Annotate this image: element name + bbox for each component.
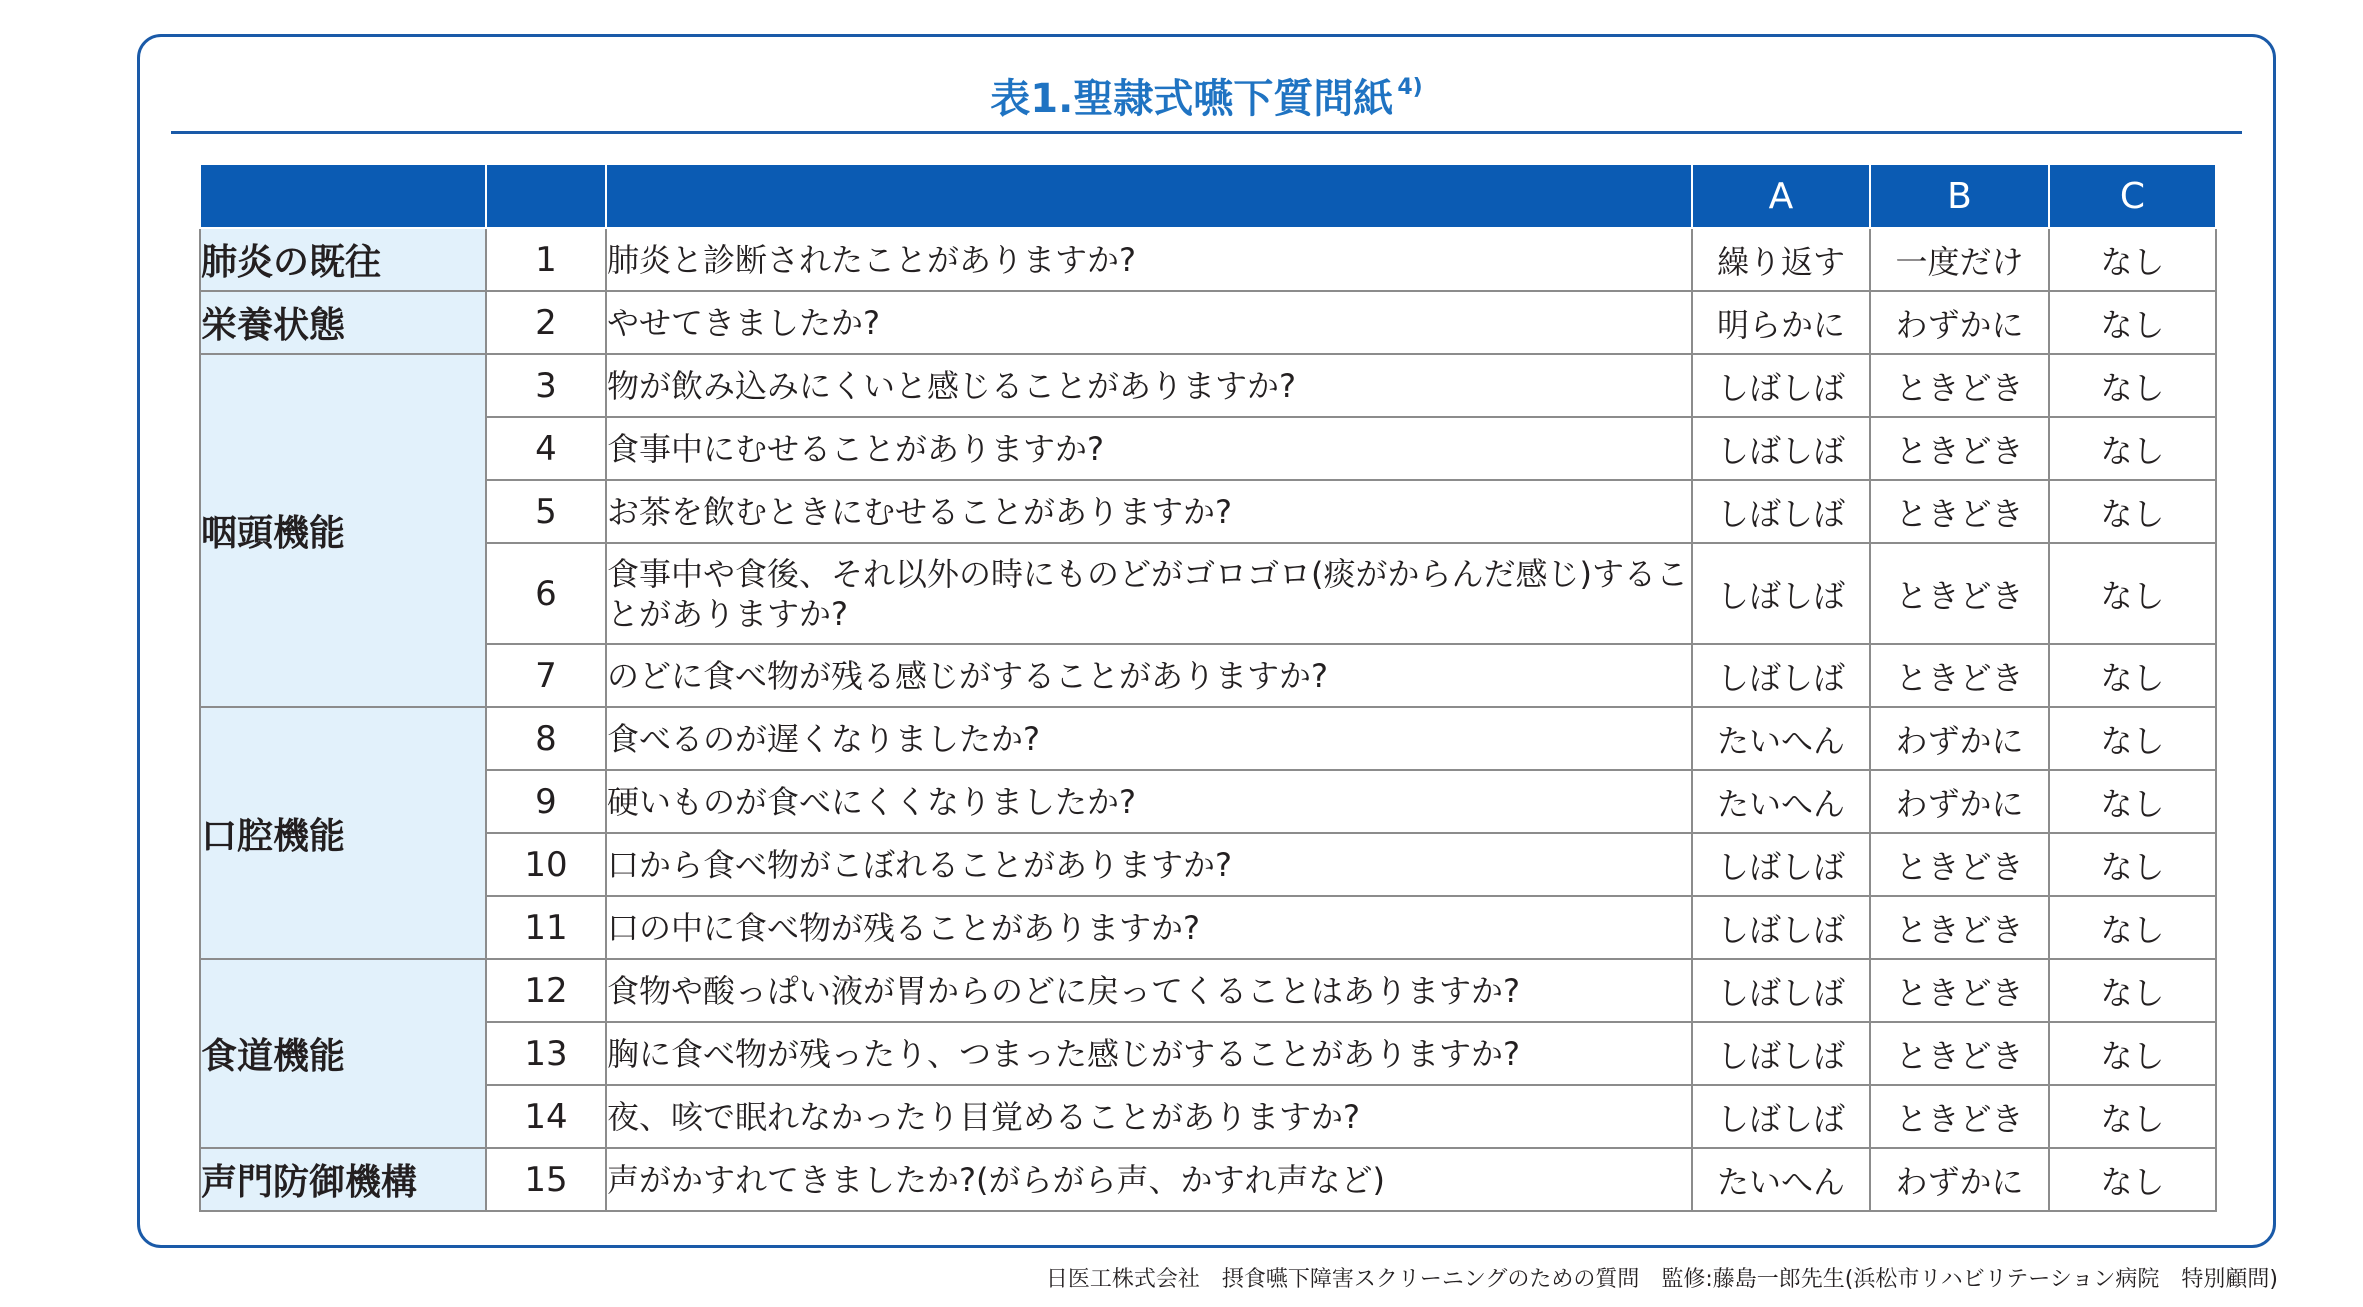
table-row: [200, 1022, 2216, 1085]
answer-b: わずかに: [1870, 770, 2049, 833]
answer-c: なし: [2049, 1022, 2216, 1085]
answer-c: なし: [2049, 833, 2216, 896]
table-row: [200, 959, 2216, 1022]
question-text: 夜、咳で眠れなかったり目覚めることがありますか?: [606, 1085, 1692, 1148]
question-number: 13: [486, 1022, 606, 1085]
category-cell: 口腔機能: [200, 707, 486, 959]
table-row: [200, 644, 2216, 707]
answer-b: ときどき: [1870, 480, 2049, 543]
answer-a: しばしば: [1692, 417, 1870, 480]
table-row: [200, 1148, 2216, 1211]
question-text: 声がかすれてきましたか?(がらがら声、かすれ声など): [606, 1148, 1692, 1211]
question-number: 8: [486, 707, 606, 770]
question-number: 10: [486, 833, 606, 896]
answer-b: ときどき: [1870, 417, 2049, 480]
answer-b: ときどき: [1870, 833, 2049, 896]
answer-a: しばしば: [1692, 480, 1870, 543]
answer-a: しばしば: [1692, 959, 1870, 1022]
question-text: 食物や酸っぱい液が胃からのどに戻ってくることはありますか?: [606, 959, 1692, 1022]
question-text: 食べるのが遅くなりましたか?: [606, 707, 1692, 770]
answer-c: なし: [2049, 644, 2216, 707]
answer-a: しばしば: [1692, 543, 1870, 644]
answer-c: なし: [2049, 707, 2216, 770]
table-row: [200, 543, 2216, 644]
answer-a: たいへん: [1692, 1148, 1870, 1211]
answer-c: なし: [2049, 354, 2216, 417]
answer-b: わずかに: [1870, 707, 2049, 770]
swallowing-questionnaire-table: [199, 163, 2217, 1212]
header-col-a: A: [1692, 164, 1870, 228]
question-number: 6: [486, 543, 606, 644]
question-number: 11: [486, 896, 606, 959]
question-number: 5: [486, 480, 606, 543]
answer-b: ときどき: [1870, 543, 2049, 644]
answer-a: しばしば: [1692, 354, 1870, 417]
header-category: [200, 164, 486, 228]
category-cell: 声門防御機構: [200, 1148, 486, 1211]
answer-b: ときどき: [1870, 1085, 2049, 1148]
header-col-b: B: [1870, 164, 2049, 228]
question-number: 1: [486, 228, 606, 291]
table-row: [200, 707, 2216, 770]
answer-a: たいへん: [1692, 707, 1870, 770]
question-text: 肺炎と診断されたことがありますか?: [606, 228, 1692, 291]
answer-b: ときどき: [1870, 354, 2049, 417]
question-number: 4: [486, 417, 606, 480]
category-cell: 咽頭機能: [200, 354, 486, 707]
title-divider: [171, 131, 2242, 134]
answer-c: なし: [2049, 228, 2216, 291]
header-question: [606, 164, 1692, 228]
answer-c: なし: [2049, 1148, 2216, 1211]
answer-b: ときどき: [1870, 644, 2049, 707]
question-text: 口の中に食べ物が残ることがありますか?: [606, 896, 1692, 959]
answer-c: なし: [2049, 291, 2216, 354]
table-row: [200, 770, 2216, 833]
question-number: 7: [486, 644, 606, 707]
question-text: のどに食べ物が残る感じがすることがありますか?: [606, 644, 1692, 707]
answer-a: しばしば: [1692, 644, 1870, 707]
table-row: [200, 896, 2216, 959]
table-row: [200, 228, 2216, 291]
answer-c: なし: [2049, 543, 2216, 644]
category-cell: 栄養状態: [200, 291, 486, 354]
answer-b: ときどき: [1870, 959, 2049, 1022]
question-text: 食事中にむせることがありますか?: [606, 417, 1692, 480]
question-number: 12: [486, 959, 606, 1022]
question-number: 14: [486, 1085, 606, 1148]
answer-c: なし: [2049, 896, 2216, 959]
question-number: 9: [486, 770, 606, 833]
question-text: 食事中や食後、それ以外の時にものどがゴロゴロ(痰がからんだ感じ)することがありますか?: [606, 543, 1692, 644]
answer-c: なし: [2049, 959, 2216, 1022]
answer-b: わずかに: [1870, 1148, 2049, 1211]
answer-a: たいへん: [1692, 770, 1870, 833]
table-row: [200, 833, 2216, 896]
answer-b: わずかに: [1870, 291, 2049, 354]
answer-c: なし: [2049, 417, 2216, 480]
header-number: [486, 164, 606, 228]
table-row: [200, 417, 2216, 480]
reference-mark: 4): [1397, 75, 1423, 100]
answer-c: なし: [2049, 1085, 2216, 1148]
answer-a: 明らかに: [1692, 291, 1870, 354]
answer-a: しばしば: [1692, 896, 1870, 959]
answer-b: ときどき: [1870, 1022, 2049, 1085]
answer-a: 繰り返す: [1692, 228, 1870, 291]
question-number: 2: [486, 291, 606, 354]
question-text: 口から食べ物がこぼれることがありますか?: [606, 833, 1692, 896]
table-header-row: [200, 164, 2216, 228]
answer-a: しばしば: [1692, 1085, 1870, 1148]
category-cell: 肺炎の既往: [200, 228, 486, 291]
source-credit: 日医工株式会社 摂食嚥下障害スクリーニングのための質問 監修:藤島一郎先生(浜松市リハビリテーション病院 特別顧問): [1045, 1267, 2278, 1292]
table-title: [140, 67, 2273, 124]
category-cell: 食道機能: [200, 959, 486, 1148]
question-text: やせてきましたか?: [606, 291, 1692, 354]
question-text: 物が飲み込みにくいと感じることがありますか?: [606, 354, 1692, 417]
question-number: 15: [486, 1148, 606, 1211]
answer-b: 一度だけ: [1870, 228, 2049, 291]
table-title-text: 表1.聖隷式嚥下質問紙: [990, 76, 1394, 122]
question-number: 3: [486, 354, 606, 417]
answer-b: ときどき: [1870, 896, 2049, 959]
answer-c: なし: [2049, 770, 2216, 833]
table-row: [200, 1085, 2216, 1148]
table-row: [200, 354, 2216, 417]
question-text: お茶を飲むときにむせることがありますか?: [606, 480, 1692, 543]
question-text: 胸に食べ物が残ったり、つまった感じがすることがありますか?: [606, 1022, 1692, 1085]
question-text: 硬いものが食べにくくなりましたか?: [606, 770, 1692, 833]
header-col-c: C: [2049, 164, 2216, 228]
table-row: [200, 480, 2216, 543]
table-row: [200, 291, 2216, 354]
answer-a: しばしば: [1692, 833, 1870, 896]
answer-c: なし: [2049, 480, 2216, 543]
answer-a: しばしば: [1692, 1022, 1870, 1085]
